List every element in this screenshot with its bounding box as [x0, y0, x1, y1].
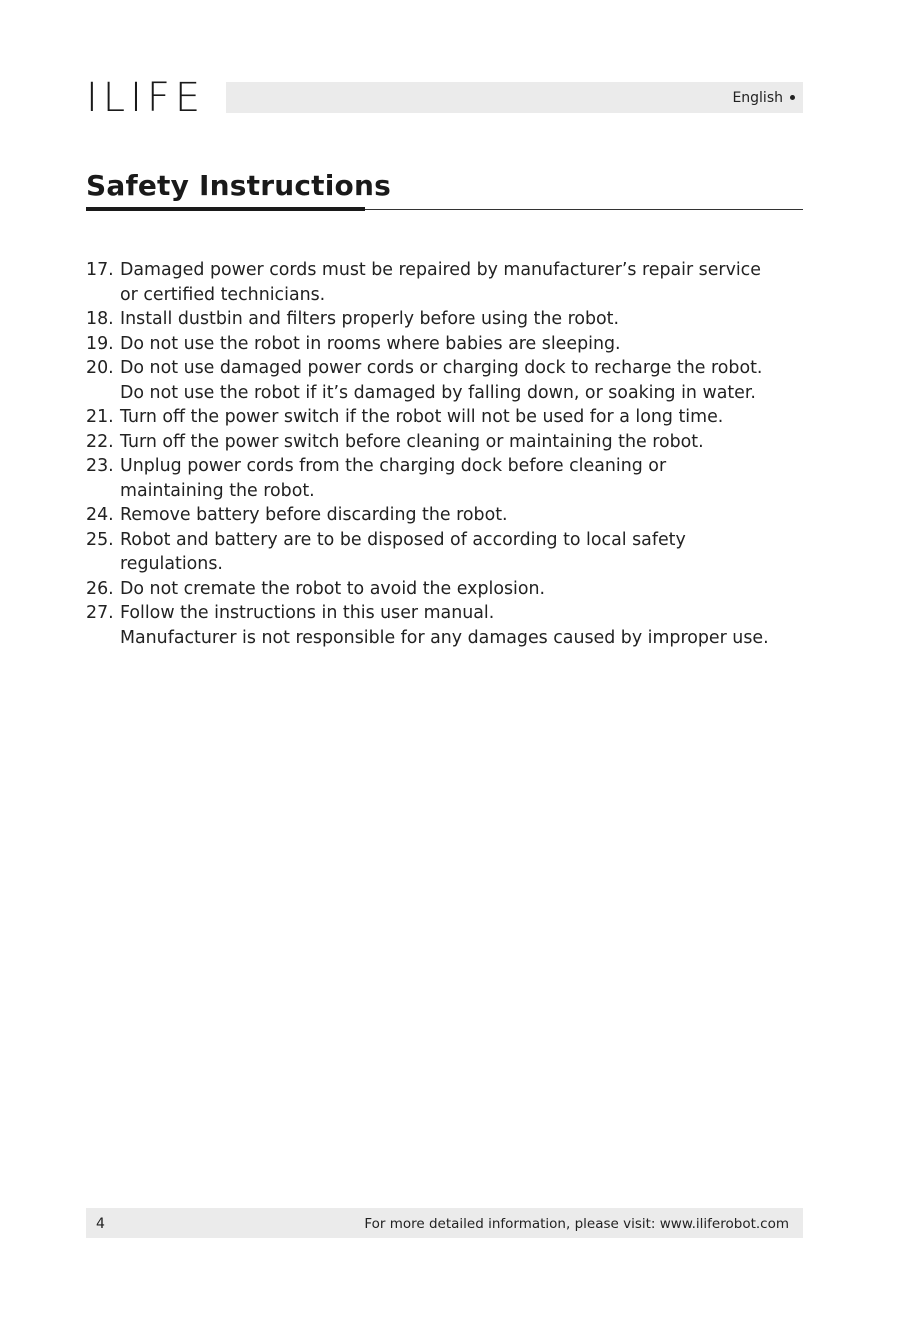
instruction-text-line: or certified technicians.	[120, 284, 326, 305]
instruction-number: 18.	[86, 309, 114, 329]
instruction-number: 21.	[86, 407, 114, 427]
section-title: Safety Instructions	[86, 169, 391, 202]
instruction-item	[86, 503, 826, 528]
instruction-text-line: Remove battery before discarding the robot.	[120, 505, 508, 525]
instruction-item	[86, 332, 826, 357]
instruction-text-line: Manufacturer is not responsible for any damages caused by improper use.	[120, 627, 769, 648]
instruction-number: 19.	[86, 333, 114, 354]
brand-logo: ILIFE	[86, 75, 206, 121]
instruction-text-line: Follow the instructions in this user manual.	[120, 603, 495, 623]
instruction-number: 27.	[86, 603, 114, 623]
instruction-text-line: Turn off the power switch before cleaning or maintaining the robot.	[120, 431, 704, 452]
instruction-text-line: Do not use the robot if it’s damaged by falling down, or soaking in water.	[120, 382, 756, 403]
instruction-number: 17.	[86, 260, 114, 280]
footer-bar	[86, 1208, 803, 1238]
instruction-text-line: Do not cremate the robot to avoid the explosion.	[120, 578, 546, 599]
instruction-item	[86, 601, 826, 650]
language-bar	[226, 82, 803, 113]
instruction-item	[86, 454, 826, 503]
instruction-item	[86, 430, 826, 455]
instruction-number: 20.	[86, 358, 114, 378]
instruction-number: 26.	[86, 578, 114, 599]
instruction-number: 22.	[86, 431, 114, 452]
instruction-item	[86, 405, 826, 430]
instruction-number: 25.	[86, 529, 114, 550]
instruction-text-line: regulations.	[120, 554, 223, 574]
instruction-text-line: Robot and battery are to be disposed of according to local safety	[120, 529, 686, 550]
instruction-item	[86, 258, 826, 307]
instruction-text-line: Install dustbin and filters properly before using the robot.	[120, 309, 620, 329]
title-underline	[86, 207, 365, 211]
language-label: English	[732, 90, 783, 106]
instruction-text-line: Turn off the power switch if the robot will not be used for a long time.	[120, 407, 724, 427]
instruction-item	[86, 577, 826, 602]
page-number: 4	[96, 1216, 105, 1232]
instruction-number: 24.	[86, 505, 114, 525]
instruction-item	[86, 356, 826, 405]
footer-website-note: For more detailed information, please visit: www.iliferobot.com	[364, 1216, 789, 1232]
instruction-item	[86, 528, 826, 577]
instruction-text-line: maintaining the robot.	[120, 480, 315, 501]
instruction-text-line: Do not use the robot in rooms where babies are sleeping.	[120, 333, 621, 354]
instruction-item	[86, 307, 826, 332]
instruction-text-line: Damaged power cords must be repaired by manufacturer’s repair service	[120, 260, 761, 280]
instruction-text-line: Unplug power cords from the charging dock before cleaning or	[120, 456, 667, 476]
instruction-list	[86, 258, 826, 650]
bullet-dot-icon	[790, 95, 795, 100]
instruction-number: 23.	[86, 456, 114, 476]
instruction-text-line: Do not use damaged power cords or charging dock to recharge the robot.	[120, 358, 763, 378]
